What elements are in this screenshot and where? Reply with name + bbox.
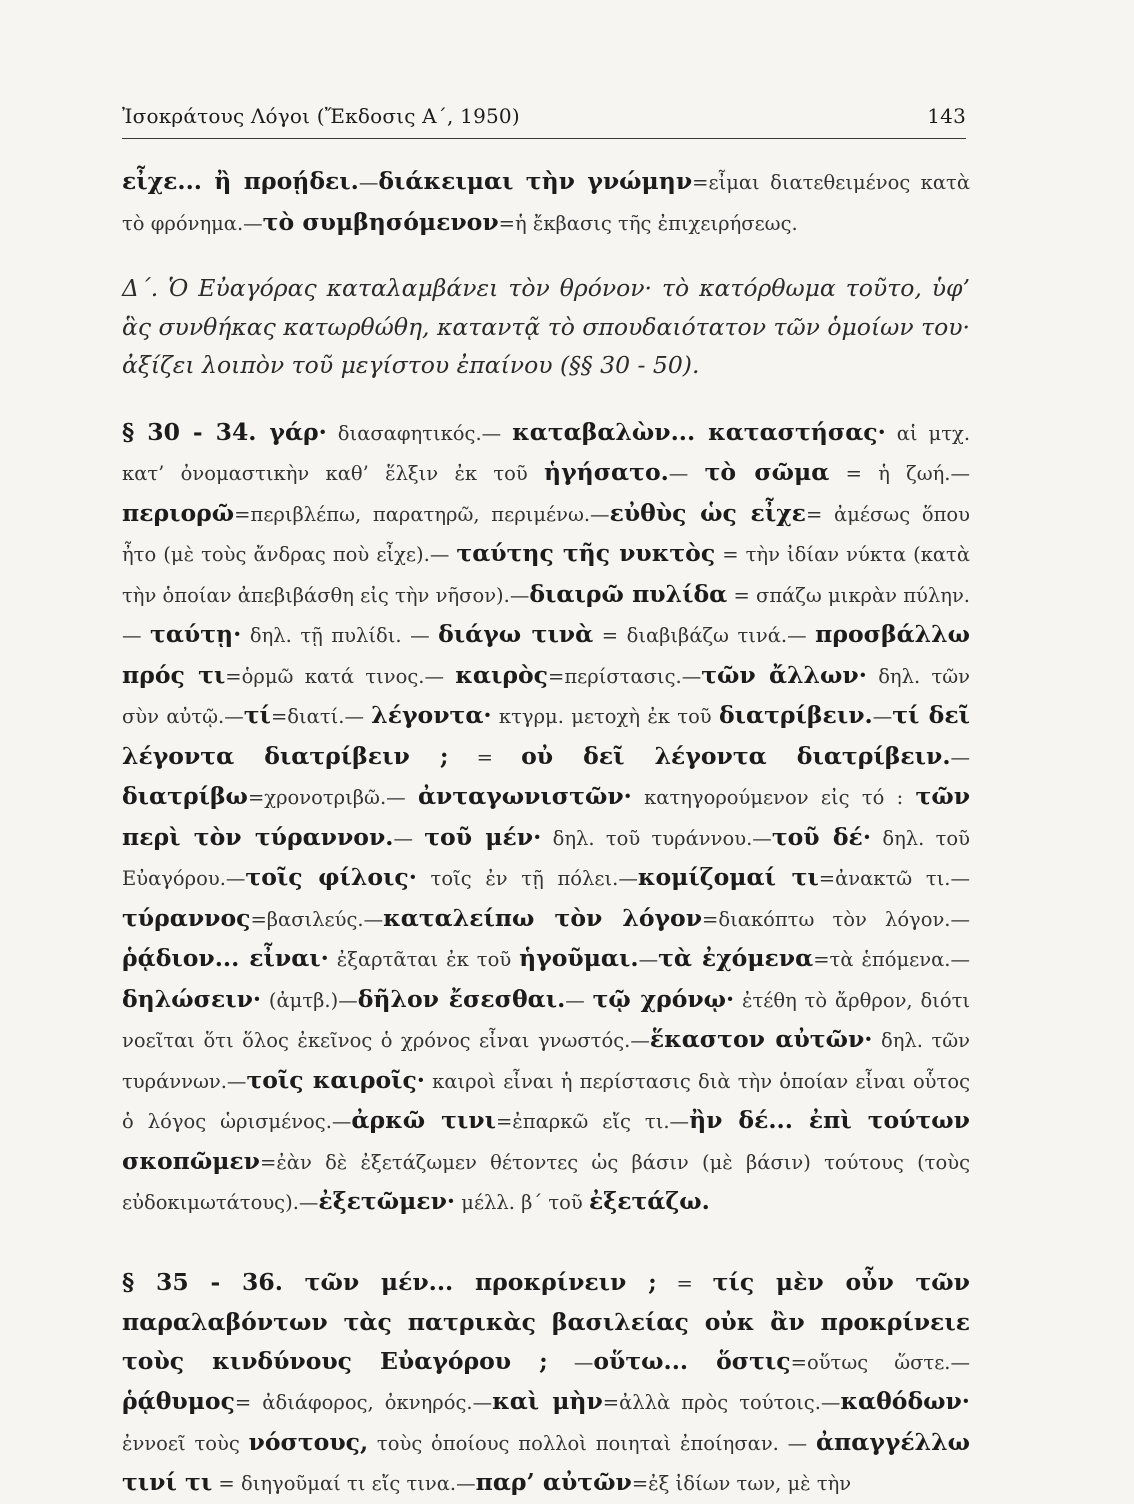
paragraph-section-summary — [122, 269, 970, 385]
lemma: διαιρῶ πυλίδα — [529, 579, 728, 608]
gloss: — — [638, 948, 659, 971]
gloss: =ἀνακτῶ τι.— — [818, 867, 970, 890]
gloss: καιροὶ εἶναι ἡ περίστασις διὰ τὴν ὁποίαν εἶναι οὗτος ὁ λόγος ὡρισμένος.— — [122, 1069, 970, 1133]
gloss: =βασιλεύς.— — [250, 907, 384, 931]
gloss: διασαφητικός.— — [326, 421, 513, 445]
gloss: =ἐξ ἰδίων των, μὲ τὴν — [631, 1472, 852, 1495]
body-text — [122, 162, 970, 1504]
lemma: διατρίβω — [122, 782, 248, 810]
lemma: καὶ μὴν — [492, 1387, 603, 1415]
lemma: δηλώσειν· — [122, 984, 262, 1013]
paragraph-sections-30-34 — [122, 413, 970, 1223]
page-number: 143 — [927, 104, 966, 128]
lemma: § 35 - 36. τῶν μέν... προκρίνειν ; — [122, 1267, 657, 1296]
gloss: = ἡ ζωή.— — [829, 462, 971, 485]
gloss: τοὺς ὁποίους πολλοὶ ποιηταὶ ἐποίησαν. — — [368, 1431, 816, 1455]
gloss: μέλλ. β΄ τοῦ — [455, 1191, 589, 1214]
gloss: =ὁρμῶ κατά τινος.— — [225, 664, 456, 688]
gloss: = — [656, 1271, 713, 1295]
lemma: ἕκαστον αὐτῶν· — [649, 1025, 873, 1053]
gloss: ἐτέθη τὸ ἄρθρον, διότι νοεῖται ὅτι ὅλος ἐκεῖνος ὁ χρόνος εἶναι γνωστός.— — [122, 988, 970, 1052]
lemma: οὕτω... ὅστις — [593, 1346, 791, 1375]
gloss: = διηγοῦμαί τι εἴς τινα.— — [212, 1472, 476, 1495]
gloss: =τὰ ἑπόμενα.— — [813, 948, 970, 971]
lemma: καταβαλὼν... καταστήσας· — [512, 417, 886, 446]
lemma: τί δεῖ λέγοντα διατρίβειν ; — [122, 701, 970, 770]
lemma: ἀνταγωνιστῶν· — [417, 782, 632, 810]
lemma: τίς μὲν οὖν τῶν παραλαβόντων τὰς πατρικὰς βασιλείας οὐκ ἂν προκρίνειε τοὺς κινδύνους Εὐαγόρου ; — [122, 1267, 970, 1375]
gloss: τοῖς ἐν τῇ πόλει.— — [416, 867, 638, 890]
lemma: διάγω τινὰ — [438, 620, 594, 648]
gloss: κτγρμ. μετοχὴ ἐκ τοῦ — [491, 705, 719, 728]
gloss: = ἀμέσως ὅπου ἦτο (μὲ τοὺς ἄνδρας ποὺ εἶχε).— — [122, 502, 970, 566]
lemma: τὸ σῶμα — [704, 458, 830, 486]
gloss: — — [872, 705, 893, 728]
gloss: δηλ. τοῦ τυράννου.— — [541, 826, 772, 850]
gloss: δηλ. τῶν σὺν αὐτῷ.— — [122, 664, 971, 728]
lemma: τῶν ἄλλων· — [701, 660, 867, 689]
lemma: τύραννος — [122, 903, 251, 932]
gloss: =ἐὰν δὲ ἐξετάζωμεν θέτοντες ὡς βάσιν (μὲ βάσιν) τούτους (τοὺς εὐδοκιμωτάτους).— — [122, 1150, 970, 1214]
gloss: =οὕτως ὥστε.— — [790, 1350, 970, 1374]
lemma: καταλείπω τὸν λόγον — [383, 903, 703, 932]
lemma: ῥᾴθυμος — [122, 1387, 235, 1415]
gloss: Δ΄. Ὁ Εὐαγόρας καταλαμβάνει τὸν θρόνον· τὸ κατόρθωμα τοῦτο, ὑφ’ ἃς συνθήκας κατωρθώθη, καταντᾷ τὸ σπουδαιότατον τῶν ὁμοίων του· ἀξίζει λοιπὸν τοῦ μεγίστου ἐπαίνου (§§ 30 - 50). — [122, 274, 970, 379]
paragraph-1 — [122, 162, 970, 243]
gloss: = διαβιβάζω τινά.— — [593, 624, 816, 647]
lemma: τοῖς καιροῖς· — [246, 1065, 425, 1094]
running-header — [122, 104, 966, 139]
lemma: τοῖς φίλοις· — [245, 863, 417, 891]
lemma: δῆλον ἔσεσθαι. — [357, 984, 566, 1013]
gloss: αἱ μτχ. κατ’ ὀνομαστικὴν καθ’ ἕλξιν ἐκ τοῦ — [122, 421, 971, 485]
running-title: Ἰσοκράτους Λόγοι (Ἔκδοσις Α΄, 1950) — [122, 104, 520, 128]
paragraph-sections-35-36 — [122, 1263, 970, 1504]
lemma: ἀρκῶ τινι — [351, 1106, 496, 1134]
gloss: ἐννοεῖ τοὺς — [122, 1431, 249, 1455]
gloss: =διατί.— — [270, 705, 372, 728]
lemma: περιορῶ — [122, 498, 235, 527]
lemma: ἐξετάζω. — [588, 1187, 710, 1215]
gloss: (ἀμτβ.)— — [261, 988, 358, 1012]
lemma: νόστους, — [248, 1427, 369, 1456]
gloss: =χρονοτριβῶ.— — [247, 786, 418, 809]
gloss: δηλ. τῶν τυράννων.— — [122, 1029, 970, 1093]
lemma: διάκειμαι τὴν γνώμην — [378, 167, 693, 195]
lemma: ἡγήσατο. — [544, 458, 669, 486]
lemma: τὸ συμβησόμενον — [262, 207, 499, 236]
gloss: = σπάζω μικρὰν πύλην. — — [122, 583, 970, 647]
lemma: εἶχε... ἢ προῄδει. — [122, 167, 359, 195]
lemma: καθόδων· — [840, 1387, 970, 1415]
lemma: ἀπαγγέλλω τινί τι — [122, 1427, 970, 1496]
lemma: ταύτῃ· — [150, 620, 242, 648]
gloss: =εἶμαι διατεθειμένος κατὰ τὸ φρόνημα.— — [122, 171, 970, 235]
gloss: — — [668, 462, 705, 485]
lemma: εὐθὺς ὡς εἶχε — [609, 498, 806, 527]
gloss: — — [565, 988, 593, 1012]
lemma: τοῦ μέν· — [424, 822, 542, 851]
lemma: ἡγοῦμαι. — [519, 944, 639, 972]
gloss: =ἀλλὰ πρὸς τούτοις.— — [602, 1391, 841, 1414]
lemma: καιρὸς — [455, 660, 548, 689]
lemma: τῷ χρόνῳ· — [592, 984, 735, 1013]
lemma: ἢν δέ... ἐπὶ τούτων σκοπῶμεν — [122, 1106, 970, 1175]
lemma: παρ’ αὐτῶν — [475, 1468, 632, 1496]
lemma: οὐ δεῖ λέγοντα διατρίβειν. — [521, 741, 951, 770]
lemma: κομίζομαί τι — [637, 863, 819, 891]
lemma: διατρίβειν. — [718, 701, 873, 729]
gloss: κατηγορούμενον εἰς τό : — [631, 786, 916, 809]
gloss: — — [393, 826, 425, 850]
lemma: τί — [243, 701, 271, 729]
lemma: τῶν περὶ τὸν τύραννον. — [122, 782, 971, 851]
gloss: =περιβλέπω, παρατηρῶ, περιμένω.— — [234, 502, 610, 526]
gloss: δηλ. τῇ πυλίδι. — — [241, 624, 439, 647]
gloss: =περίστασις.— — [547, 664, 702, 688]
lemma: ῥᾴδιον... εἶναι· — [122, 944, 329, 972]
gloss: — — [547, 1350, 594, 1374]
gloss: δηλ. τοῦ Εὐαγόρου.— — [122, 826, 970, 890]
lemma: προσβάλλω πρός τι — [122, 620, 971, 689]
gloss: — — [950, 745, 970, 769]
lemma: τοῦ δέ· — [771, 822, 872, 851]
lemma: ταύτης τῆς νυκτὸς — [456, 539, 716, 567]
gloss: = — [448, 745, 522, 769]
lemma: λέγοντα· — [371, 701, 492, 729]
lemma: ἐξετῶμεν· — [318, 1187, 456, 1215]
gloss: ἐξαρτᾶται ἐκ τοῦ — [328, 948, 520, 971]
gloss: = ἀδιάφορος, ὀκνηρός.— — [234, 1391, 493, 1414]
gloss: =ἡ ἔκβασις τῆς ἐπιχειρήσεως. — [498, 211, 798, 235]
gloss: =ἐπαρκῶ εἴς τι.— — [495, 1110, 690, 1133]
lemma: § 30 - 34. γάρ· — [122, 417, 327, 446]
gloss: — — [358, 171, 379, 194]
lemma: τὰ ἐχόμενα — [658, 944, 814, 972]
gloss: = τὴν ἰδίαν νύκτα (κατὰ τὴν ὁποίαν ἀπεβιβάσθη εἰς τὴν νῆσον).— — [122, 543, 971, 607]
gloss: =διακόπτω τὸν λόγον.— — [702, 907, 971, 931]
